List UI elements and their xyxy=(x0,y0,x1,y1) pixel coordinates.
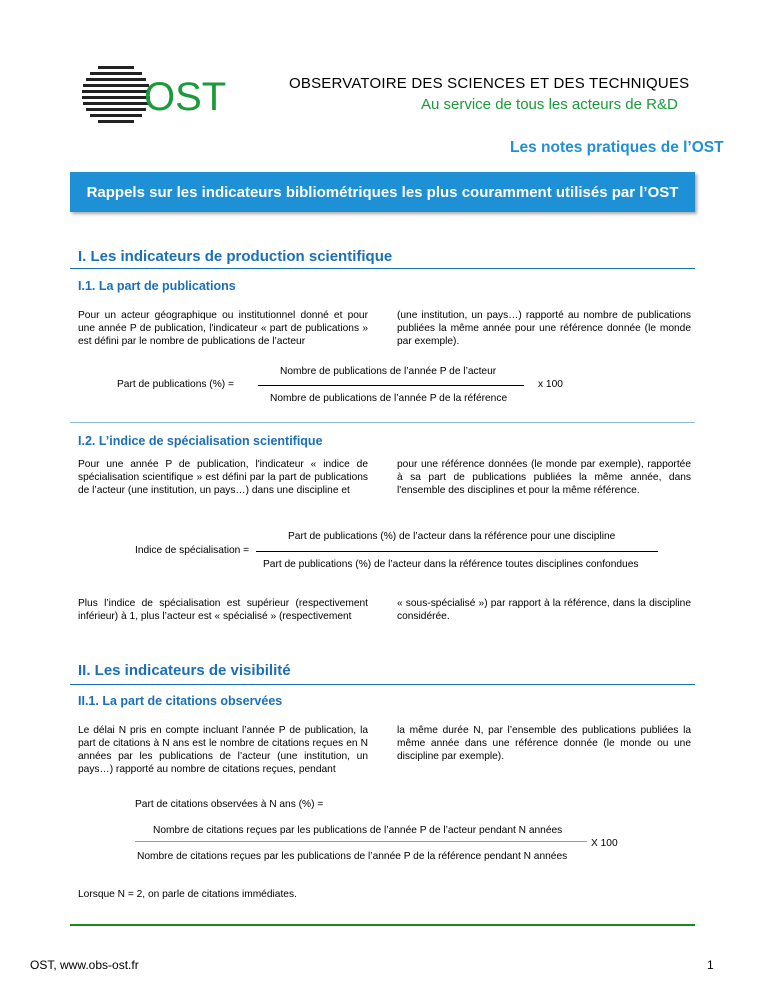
sub2-col-left: Pour une année P de publication, l'indicateur « indice de spécialisation scientifique » est défini par la part de publications de l’acteur (une institution, un pays…) dans une discipline et xyxy=(78,459,368,496)
formula2-denominator: Part de publications (%) de l’acteur dans la référence toutes disciplines confondues xyxy=(263,559,639,570)
tagline: Au service de tous les acteurs de R&D xyxy=(421,96,678,113)
formula2-fraction-bar xyxy=(256,551,658,552)
series-title: Les notes pratiques de l’OST xyxy=(510,139,724,156)
banner-text: Rappels sur les indicateurs bibliométriques les plus couramment utilisés par l’OST xyxy=(86,183,679,201)
formula1-label: Part de publications (%) = xyxy=(117,379,234,390)
formula3-multiplier: X 100 xyxy=(591,838,618,849)
section-divider xyxy=(70,268,695,269)
sub2-col-right: pour une référence données (le monde par exemple), rapportée à sa part de publications publiées la même année, dans l'ensemble des disciplines et pour la même référence. xyxy=(397,459,691,496)
banner-title xyxy=(70,172,695,212)
sub3-title: II.1. La part de citations observées xyxy=(78,694,283,708)
footnote: Lorsque N = 2, on parle de citations immédiates. xyxy=(78,889,297,900)
section-divider xyxy=(70,422,695,423)
sub2-note-right: « sous-spécialisé ») par rapport à la référence, dans la discipline considérée. xyxy=(397,598,691,622)
section1-title: I. Les indicateurs de production scientifique xyxy=(78,248,393,265)
sub3-col-left: Le délai N pris en compte incluant l’année P de publication, la part de citations à N ans est le nombre de citations reçues en N années par les publications de l’acteur (une institution, un pays…) rapporté au nombre de citations reçues, pendant xyxy=(78,725,368,775)
sub1-col-left: Pour un acteur géographique ou institutionnel donné et pour une année P de publication, l'indicateur « part de publications » est défini par le nombre de publications de l’acteur xyxy=(78,310,368,347)
ost-logo xyxy=(78,60,248,128)
logo-text: OST xyxy=(144,75,227,119)
org-name: OBSERVATOIRE DES SCIENCES ET DES TECHNIQUES xyxy=(289,75,690,92)
formula3-fraction-bar xyxy=(135,841,587,842)
formula2-numerator: Part de publications (%) de l’acteur dans la référence pour une discipline xyxy=(288,531,616,542)
formula1-denominator: Nombre de publications de l’année P de la référence xyxy=(270,393,508,404)
formula3-denominator: Nombre de citations reçues par les publications de l’année P de la référence pendant N années xyxy=(137,851,568,862)
sub3-col-right: la même durée N, par l’ensemble des publications publiées la même année dans une référence donnée (le monde ou une discipline par exemple). xyxy=(397,725,691,762)
section2-title: II. Les indicateurs de visibilité xyxy=(78,662,291,679)
formula2-label: Indice de spécialisation = xyxy=(135,545,250,556)
footer-site: OST, www.obs-ost.fr xyxy=(30,958,139,972)
formula3-label: Part de citations observées à N ans (%) = xyxy=(135,799,324,810)
formula1-multiplier: x 100 xyxy=(538,379,563,390)
footer-divider xyxy=(70,924,695,926)
sub1-title: I.1. La part de publications xyxy=(78,279,236,293)
formula3-numerator: Nombre de citations reçues par les publications de l’année P de l’acteur pendant N années xyxy=(153,825,563,836)
sub2-note-left: Plus l’indice de spécialisation est supérieur (respectivement inférieur) à 1, plus l’acteur est « spécialisé » (respectivement xyxy=(78,598,368,622)
sub1-col-right: (une institution, un pays…) rapporté au nombre de publications publiées la même année pour une référence donnée (le monde par exemple). xyxy=(397,310,691,347)
sub2-title: I.2. L’indice de spécialisation scientifique xyxy=(78,434,323,448)
section-divider xyxy=(70,684,695,685)
page-number: 1 xyxy=(707,958,714,972)
formula1-fraction-bar xyxy=(258,385,524,386)
formula1-numerator: Nombre de publications de l’année P de l’acteur xyxy=(280,366,497,377)
